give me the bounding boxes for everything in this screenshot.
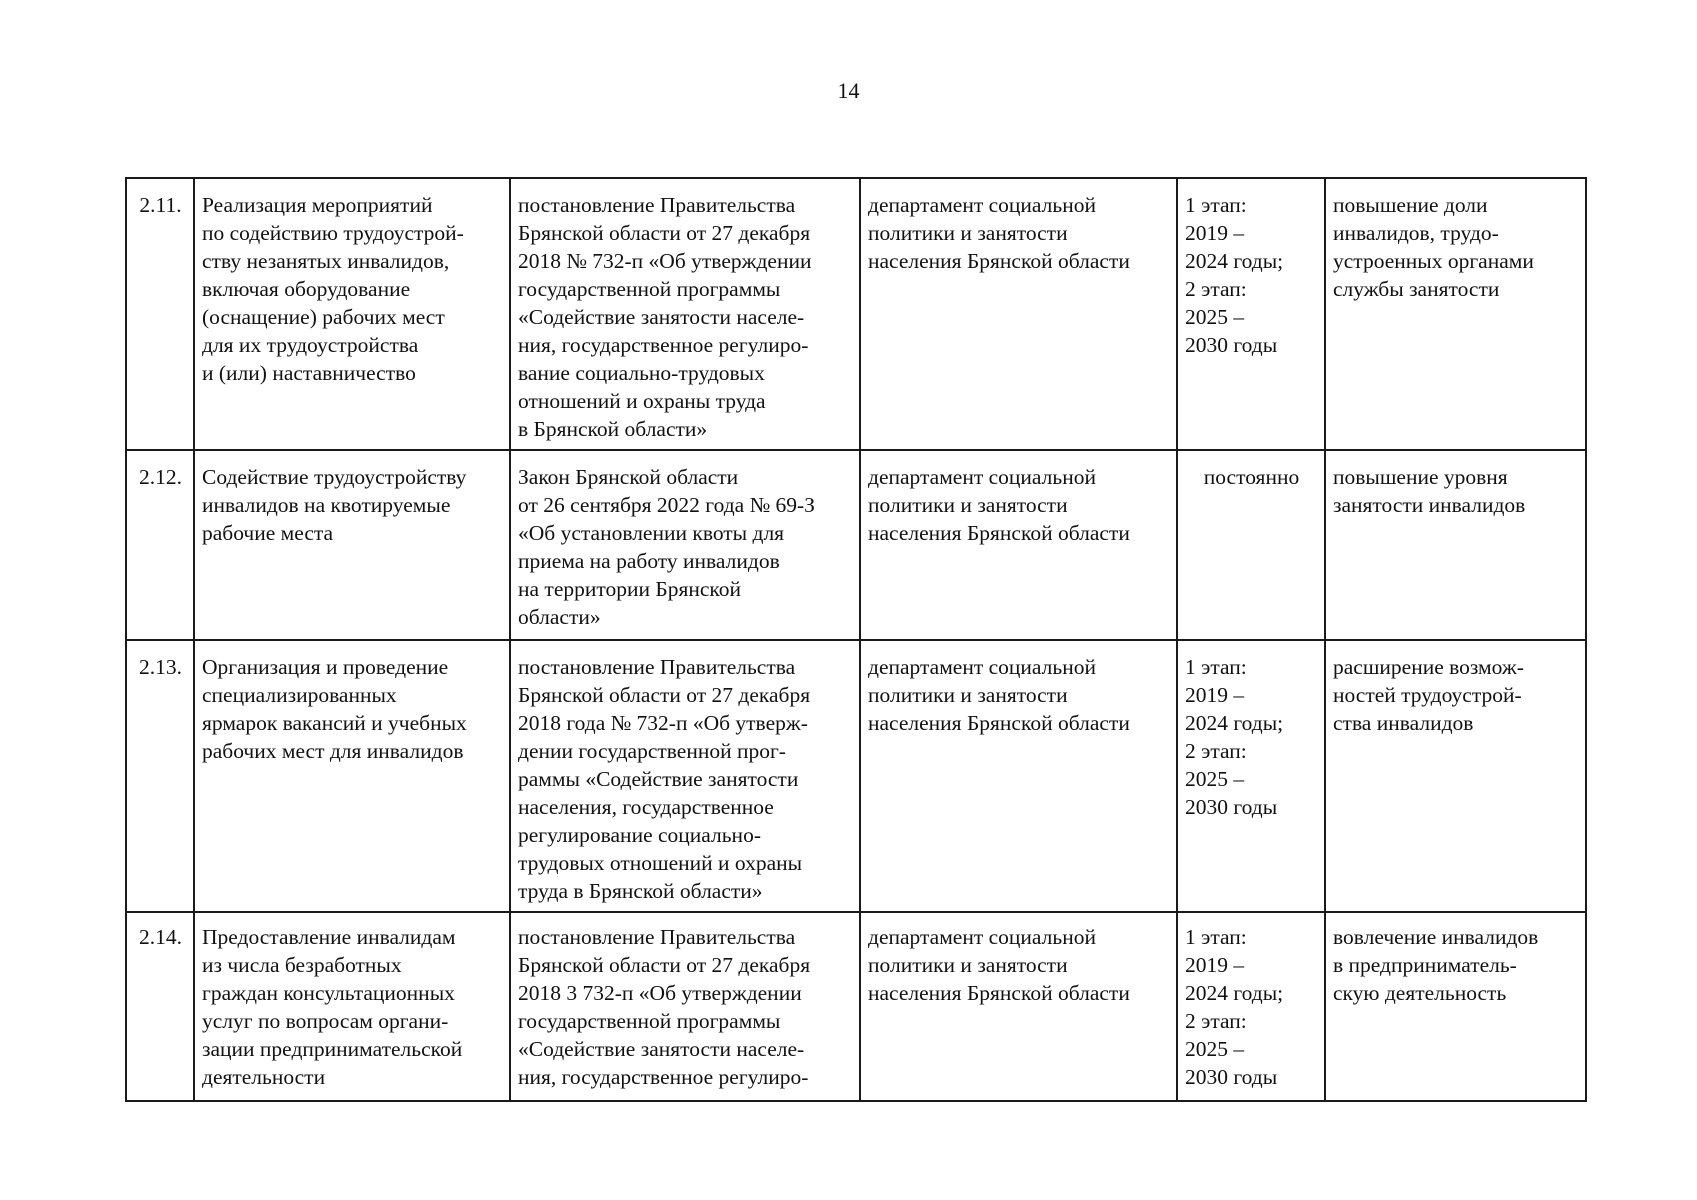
term-cell: постоянно (1177, 450, 1325, 640)
row-number: 2.12. (126, 450, 194, 640)
page-number: 14 (837, 78, 860, 103)
table-row (126, 178, 1586, 450)
measure-cell: Организация и проведение специализированных ярмарок вакансий и учебных рабочих мест для инвалидов (194, 640, 510, 912)
measure-cell: Реализация мероприятий по содействию трудоустрой- ству незанятых инвалидов, включая оборудование (оснащение) рабочих мест для их трудоустройства и (или) наставничество (194, 178, 510, 450)
row-number: 2.14. (126, 912, 194, 1101)
result-cell: расширение возмож- ностей трудоустрой- ства инвалидов (1325, 640, 1586, 912)
legal-basis-cell: Закон Брянской области от 26 сентября 2022 года № 69-З «Об установлении квоты для приема на работу инвалидов на территории Брянской области» (510, 450, 860, 640)
table-row (126, 912, 1586, 1101)
term-cell: 1 этап: 2019 – 2024 годы; 2 этап: 2025 – 2030 годы (1177, 178, 1325, 450)
legal-basis-cell: постановление Правительства Брянской области от 27 декабря 2018 года № 732-п «Об утверж- дении государственной прог- раммы «Содействие занятости населения, государственное регулирование социально- трудовых отношений и охраны труда в Брянской области» (510, 640, 860, 912)
measure-cell: Содействие трудоустройству инвалидов на квотируемые рабочие места (194, 450, 510, 640)
executor-cell: департамент социальной политики и занятости населения Брянской области (860, 178, 1177, 450)
legal-basis-cell: постановление Правительства Брянской области от 27 декабря 2018 № 732-п «Об утверждении государственной программы «Содействие занятости населе- ния, государственное регулиро- вание социально-трудовых отношений и охраны труда в Брянской области» (510, 178, 860, 450)
result-cell: повышение уровня занятости инвалидов (1325, 450, 1586, 640)
executor-cell: департамент социальной политики и занятости населения Брянской области (860, 640, 1177, 912)
legal-basis-cell: постановление Правительства Брянской области от 27 декабря 2018 3 732-п «Об утверждении государственной программы «Содействие занятости населе- ния, государственное регулиро- (510, 912, 860, 1101)
term-cell: 1 этап: 2019 – 2024 годы; 2 этап: 2025 – 2030 годы (1177, 912, 1325, 1101)
measures-table (125, 177, 1587, 1102)
row-number: 2.11. (126, 178, 194, 450)
executor-cell: департамент социальной политики и занятости населения Брянской области (860, 450, 1177, 640)
table-row (126, 640, 1586, 912)
result-cell: повышение доли инвалидов, трудо- устроенных органами службы занятости (1325, 178, 1586, 450)
table-row (126, 450, 1586, 640)
row-number: 2.13. (126, 640, 194, 912)
term-cell: 1 этап: 2019 – 2024 годы; 2 этап: 2025 – 2030 годы (1177, 640, 1325, 912)
measure-cell: Предоставление инвалидам из числа безработных граждан консультационных услуг по вопросам органи- зации предпринимательской деятельности (194, 912, 510, 1101)
result-cell: вовлечение инвалидов в предприниматель- скую деятельность (1325, 912, 1586, 1101)
executor-cell: департамент социальной политики и занятости населения Брянской области (860, 912, 1177, 1101)
